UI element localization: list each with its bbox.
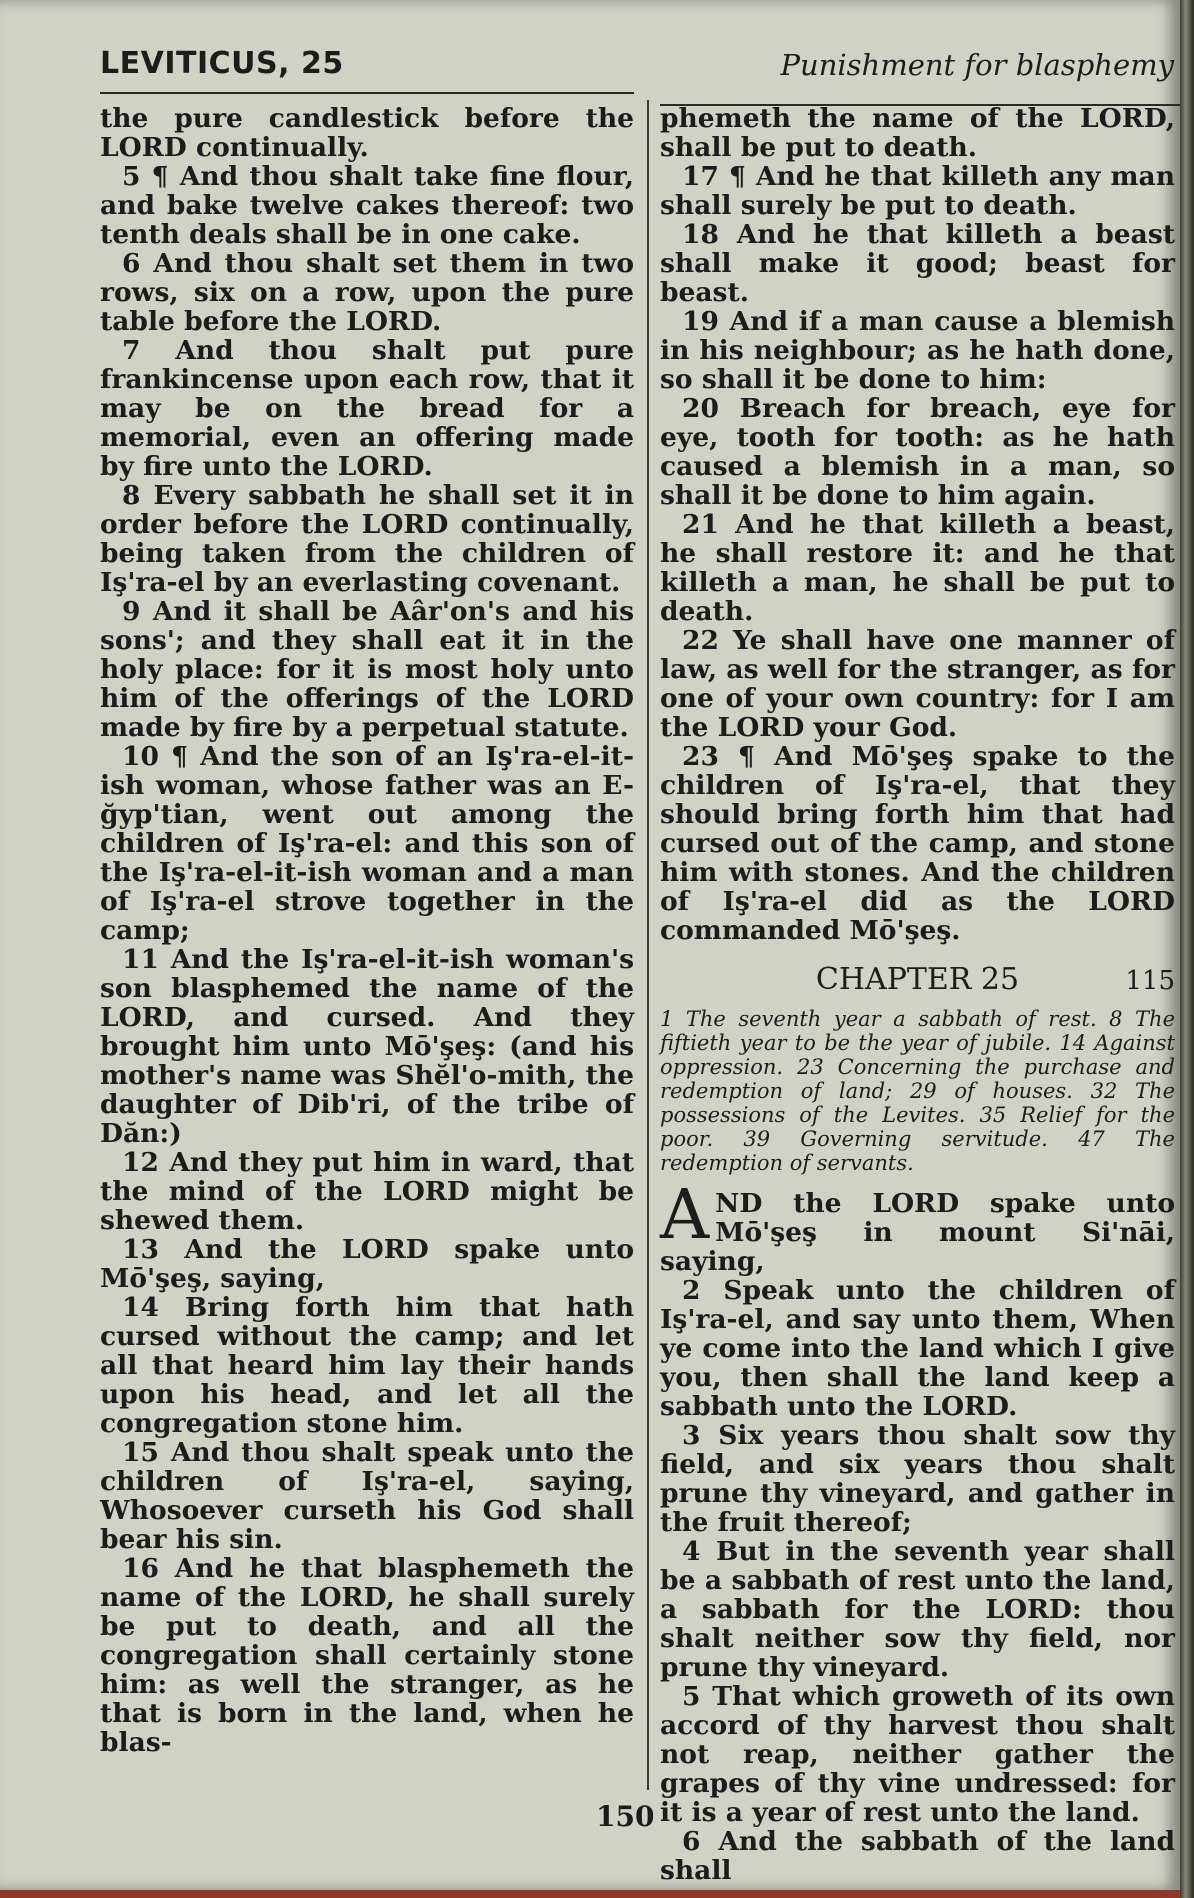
- running-title: Punishment for blasphemy: [780, 48, 1174, 82]
- chapter-summary: 1 The seventh year a sabbath of rest. 8 The fiftieth year to be the year of jubile. 14 Against oppression. 23 Concerning the purchase and redemption of land; 29 of houses. 32 The possessions of the Levites. 35 Relief for the poor. 39 Governing servitude. 47 The redemption of servants.: [660, 1007, 1175, 1175]
- verse: the pure candlestick before the LORD continually.: [100, 103, 634, 163]
- verse: 12 And they put him in ward, that the mind of the LORD might be shewed them.: [100, 1147, 634, 1236]
- verse: 14 Bring forth him that hath cursed without the camp; and let all that heard him lay their hands upon his head, and let all the congregation stone him.: [100, 1292, 634, 1439]
- chapter-title: CHAPTER 25: [815, 962, 1020, 997]
- verse: 6 And thou shalt set them in two rows, six on a row, upon the pure table before the LORD.: [100, 248, 634, 337]
- verse: 2 Speak unto the children of Iş'ra-el, and say unto them, When ye come into the land which I give you, then shall the land keep a sabbath unto the LORD.: [660, 1275, 1175, 1422]
- verse: 4 But in the seventh year shall be a sabbath of rest unto the land, a sabbath for the LORD: thou shalt neither sow thy field, nor prune thy vineyard.: [660, 1536, 1175, 1683]
- verse: 6 And the sabbath of the land shall: [660, 1826, 1175, 1886]
- first-verse-text: ND the LORD spake unto Mō'şeş in mount Si'nāi, saying,: [660, 1188, 1175, 1277]
- book-chapter-heading: LEVITICUS, 25: [100, 46, 344, 81]
- header-rule-left: [100, 92, 634, 94]
- verse: 5 That which groweth of its own accord of thy harvest thou shalt not reap, neither gather the grapes of thy vine undressed: for it is a year of rest unto the land.: [660, 1681, 1175, 1828]
- verse: 16 And he that blasphemeth the name of the LORD, he shall surely be put to death, and all the congregation shall certainly stone him: as well the stranger, as he that is born in the land, when he blas-: [100, 1553, 634, 1758]
- page-header: [100, 46, 1174, 96]
- right-column: [660, 104, 1175, 1885]
- chapter-reference-number: 115: [1125, 966, 1175, 996]
- verse: 7 And thou shalt put pure frankincense upon each row, that it may be on the bread for a memorial, even an offering made by fire unto the LORD.: [100, 335, 634, 482]
- column-divider: [647, 100, 649, 1790]
- verse: 15 And thou shalt speak unto the children of Iş'ra-el, saying, Whosoever curseth his God shall bear his sin.: [100, 1437, 634, 1555]
- drop-cap: A: [660, 1176, 710, 1255]
- verse: 20 Breach for breach, eye for eye, tooth for tooth: as he hath caused a blemish in a man, so shall it be done to him again.: [660, 393, 1175, 511]
- verse: 22 Ye shall have one manner of law, as well for the stranger, as for one of your own country: for I am the LORD your God.: [660, 625, 1175, 743]
- verse: 18 And he that killeth a beast shall make it good; beast for beast.: [660, 219, 1175, 308]
- verse: 13 And the LORD spake unto Mō'şeş, saying,: [100, 1234, 634, 1294]
- page-number: 150: [596, 1800, 655, 1833]
- verse: 19 And if a man cause a blemish in his neighbour; as he hath done, so shall it be done to him:: [660, 306, 1175, 395]
- verse: 21 And he that killeth a beast, he shall restore it: and he that killeth a man, he shall be put to death.: [660, 509, 1175, 627]
- verse: 9 And it shall be Aâr'on's and his sons'; and they shall eat it in the holy place: for it is most holy unto him of the offerings of the LORD made by fire by a perpetual statute.: [100, 596, 634, 743]
- left-column: [100, 104, 634, 1757]
- verse: 8 Every sabbath he shall set it in order before the LORD continually, being taken from the children of Iş'ra-el by an everlasting covenant.: [100, 480, 634, 598]
- verse: 11 And the Iş'ra-el-it-ish woman's son blasphemed the name of the LORD, and cursed. And they brought him unto Mō'şeş: (and his mother's name was Shĕl'o-mith, the daughter of Dib'ri, of the tribe of Dăn:): [100, 944, 634, 1149]
- book-edge: [1180, 0, 1194, 1898]
- verse: 23 ¶ And Mō'şeş spake to the children of Iş'ra-el, that they should bring forth him that had cursed out of the camp, and stone him with stones. And the children of Iş'ra-el did as the LORD commanded Mō'şeş.: [660, 741, 1175, 946]
- verse: 3 Six years thou shalt sow thy field, and six years thou shalt prune thy vineyard, and gather in the fruit thereof;: [660, 1420, 1175, 1538]
- chapter-heading: [660, 962, 1175, 1001]
- chapter-first-verse: [660, 1176, 1175, 1277]
- verse: 17 ¶ And he that killeth any man shall surely be put to death.: [660, 161, 1175, 221]
- verse: 10 ¶ And the son of an Iş'ra-el-it-ish woman, whose father was an E-ğyp'tian, went out among the children of Iş'ra-el: and this son of the Iş'ra-el-it-ish woman and a man of Iş'ra-el strove together in the camp;: [100, 741, 634, 946]
- verse: phemeth the name of the LORD, shall be put to death.: [660, 103, 1175, 163]
- verse: 5 ¶ And thou shalt take fine flour, and bake twelve cakes thereof: two tenth deals shall be in one cake.: [100, 161, 634, 250]
